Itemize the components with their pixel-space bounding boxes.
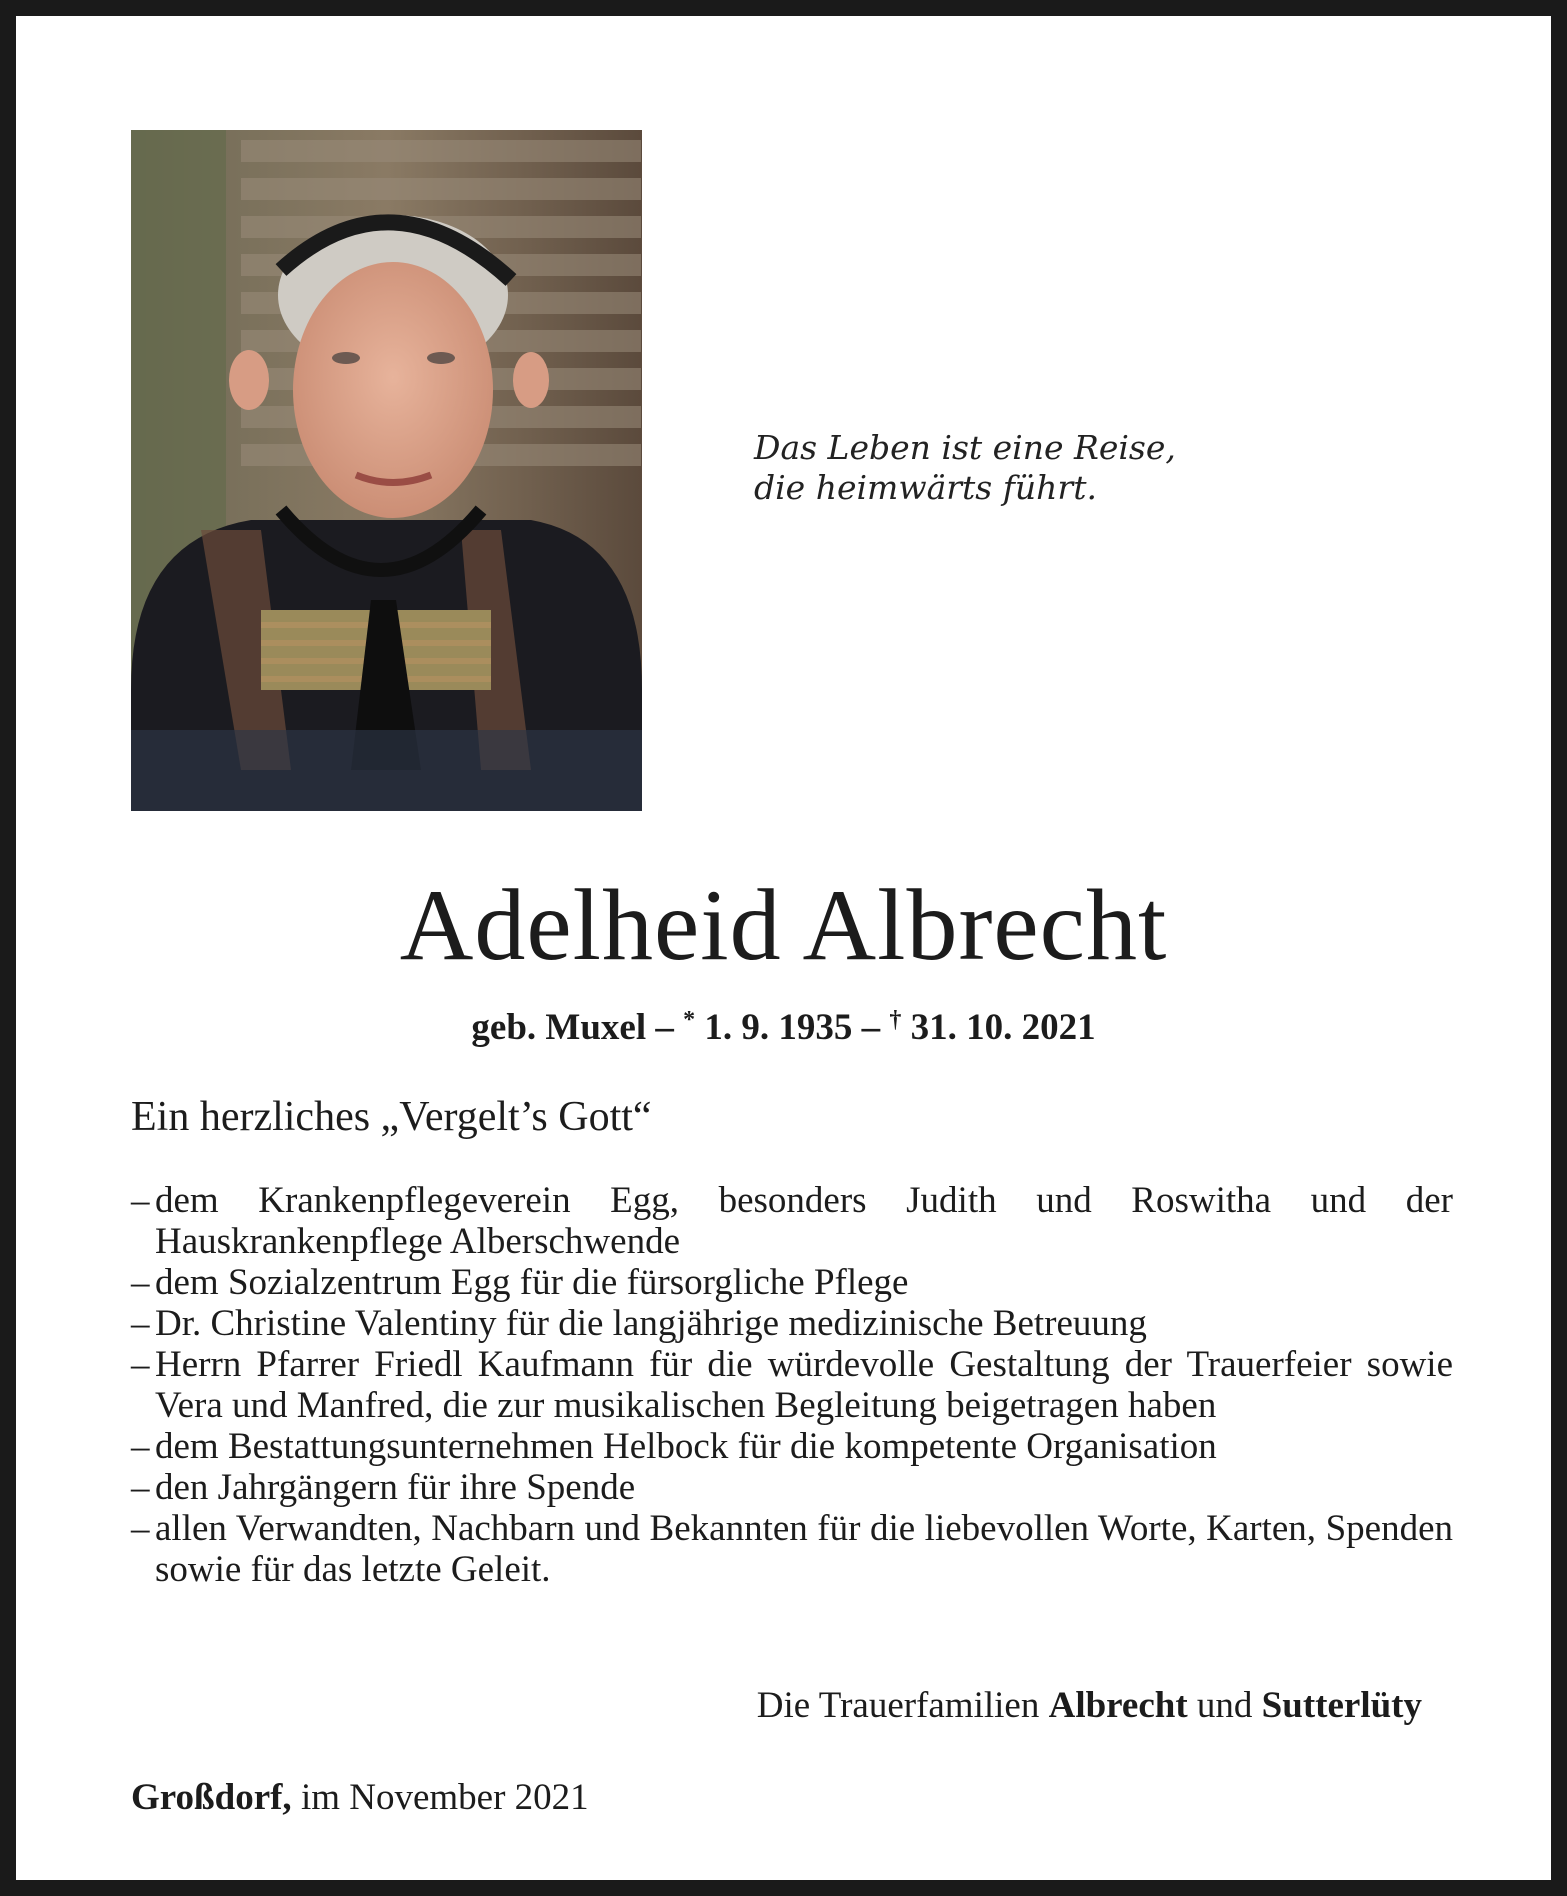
- dates-separator-1: –: [646, 1007, 684, 1048]
- list-item: – allen Verwandten, Nachbarn und Bekannten für die liebevollen Worte, Karten, Spenden sowie für das letzte Geleit.: [131, 1508, 1453, 1590]
- motto-line-2: die heimwärts führt.: [754, 468, 1097, 507]
- list-item: – Herrn Pfarrer Friedl Kaufmann für die würdevolle Gestaltung der Trauerfeier sowie Vera und Manfred, die zur musikalischen Begleitung beigetragen haben: [131, 1344, 1453, 1426]
- motto-line-1: Das Leben ist eine Reise,: [754, 428, 1176, 467]
- birth-date: 1. 9. 1935: [695, 1007, 853, 1048]
- signature-prefix: Die Trauerfamilien: [756, 1685, 1049, 1726]
- motto-quote: [754, 428, 1176, 508]
- family-name-2: Sutterlüty: [1261, 1685, 1422, 1726]
- date-text: im November 2021: [291, 1777, 589, 1818]
- list-item: – den Jahrgängern für ihre Spende: [131, 1467, 1453, 1508]
- birth-symbol: *: [683, 1007, 696, 1033]
- dates-separator-2: –: [852, 1007, 890, 1048]
- portrait-photo: [131, 130, 642, 811]
- signature-joiner: und: [1187, 1685, 1262, 1726]
- portrait-illustration: [131, 130, 642, 811]
- birth-name: geb. Muxel: [471, 1007, 647, 1048]
- list-item: – dem Sozialzentrum Egg für die fürsorgliche Pflege: [131, 1262, 1453, 1303]
- death-date: 31. 10. 2021: [901, 1007, 1096, 1048]
- place-name: Großdorf,: [131, 1777, 292, 1818]
- obituary-card: [16, 16, 1551, 1880]
- deceased-name: Adelheid Albrecht: [399, 869, 1168, 982]
- thanks-heading: Ein herzliches „Vergelt’s Gott“: [131, 1094, 652, 1140]
- list-item: – dem Bestattungsunternehmen Helbock für die kompetente Organisation: [131, 1426, 1453, 1467]
- family-signature: [757, 1684, 1422, 1728]
- thanks-list: [131, 1180, 1453, 1590]
- death-symbol: †: [889, 1007, 902, 1033]
- place-and-date: [131, 1776, 589, 1820]
- life-dates: [16, 998, 1551, 1050]
- list-item: – dem Krankenpflegeverein Egg, besonders Judith und Roswitha und der Hauskrankenpflege Alberschwende: [131, 1180, 1453, 1262]
- list-item: – Dr. Christine Valentiny für die langjährige medizinische Betreuung: [131, 1303, 1453, 1344]
- family-name-1: Albrecht: [1048, 1685, 1188, 1726]
